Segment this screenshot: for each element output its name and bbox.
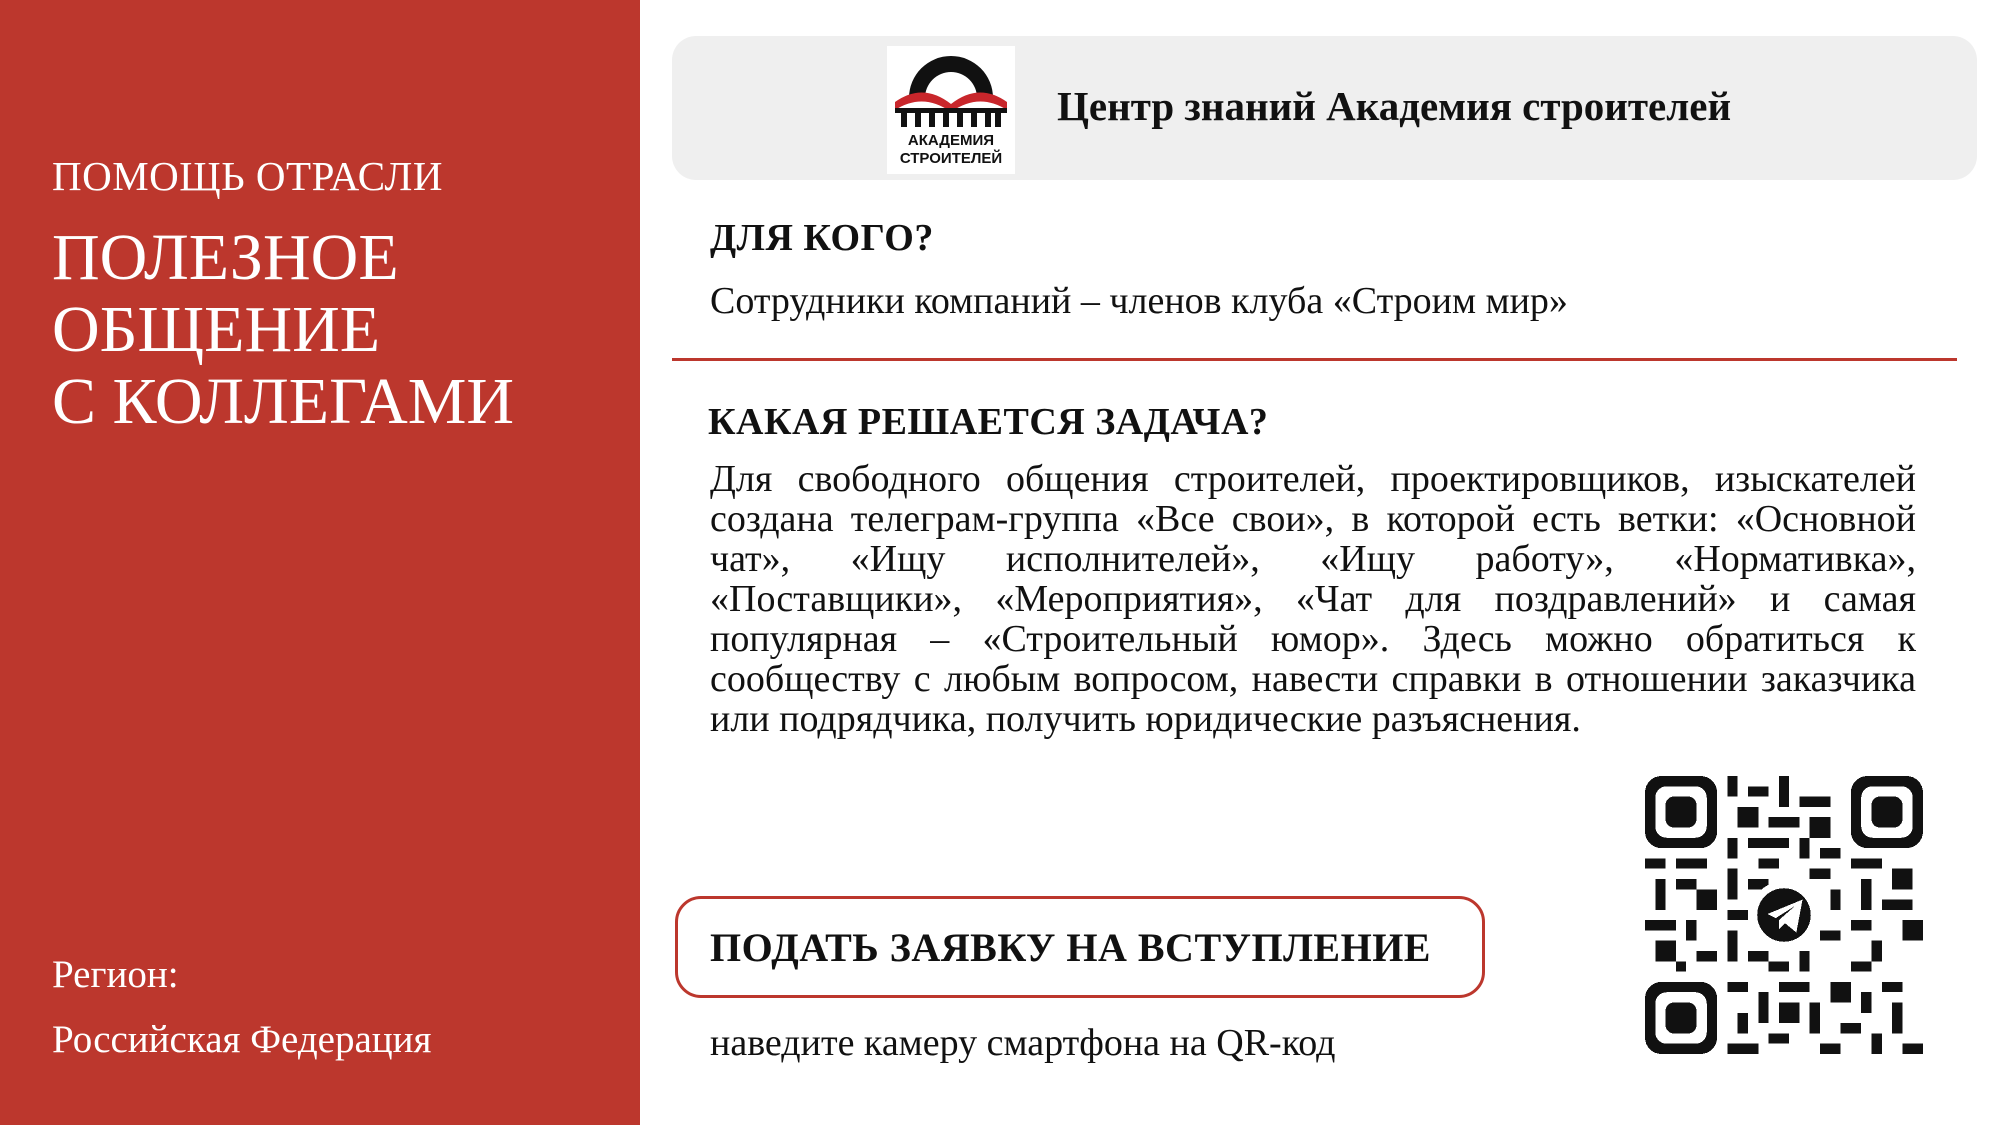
who-title: ДЛЯ КОГО? [710,217,934,259]
region-value: Российская Федерация [52,1018,432,1061]
page-title-line: ПОЛЕЗНОЕ [52,221,399,294]
region-label: Регион: [52,953,179,996]
qr-hint: наведите камеру смартфона на QR-код [710,1022,1336,1064]
page-title [52,222,632,438]
academy-logo-icon [887,46,1015,174]
telegram-icon [1757,888,1811,942]
qr-code-icon[interactable] [1645,776,1923,1054]
logo-text-line: СТРОИТЕЛЕЙ [899,150,1003,167]
section-kicker: ПОМОЩЬ ОТРАСЛИ [52,153,443,199]
organization-name: Центр знаний Академия строителей [1057,83,1732,129]
page-title-line: С КОЛЛЕГАМИ [52,365,515,438]
who-text: Сотрудники компаний – членов клуба «Строим мир» [710,280,1568,322]
section-divider [672,358,1957,361]
task-title: КАКАЯ РЕШАЕТСЯ ЗАДАЧА? [708,401,1269,443]
logo-text-line: АКАДЕМИЯ [907,132,995,149]
apply-button[interactable]: ПОДАТЬ ЗАЯВКУ НА ВСТУПЛЕНИЕ [675,896,1485,998]
logo-emblem-icon [887,46,1015,132]
page-title-line: ОБЩЕНИЕ [52,293,381,366]
task-description: Для свободного общения строителей, проектировщиков, изыскателей создана телеграм-группа «Все свои», в которой есть ветки: «Основной чат», «Ищу исполнителей», «Ищу работу», «Нормативка», «Поставщики», «Мероприятия», «Чат для поздравлений» и самая популярная – «Строительный юмор». Здесь можно обратиться к сообществу с любым вопросом, навести справки в отношении заказчика или подрядчика, получить юридические разъяснения. [710,458,1916,740]
header-card [672,36,1977,180]
left-panel [0,0,640,1125]
